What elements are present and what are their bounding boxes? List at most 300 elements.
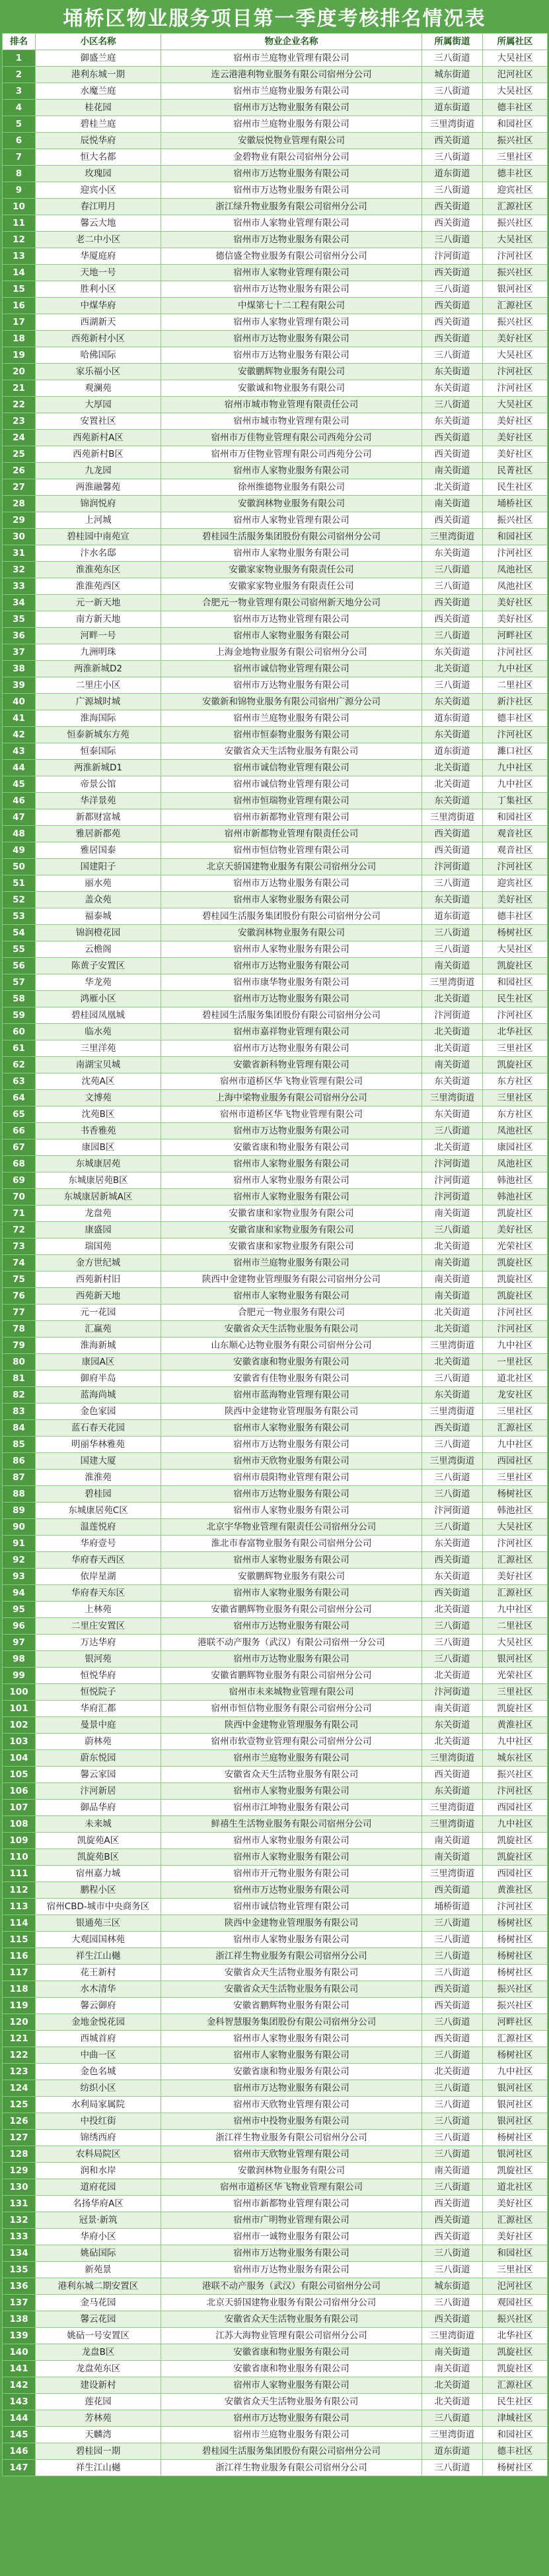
rank-cell: 34: [3, 595, 36, 611]
community-cell: 西城首府: [36, 2031, 161, 2047]
table-row: [3, 1833, 548, 1849]
neighborhood-cell: 和园社区: [483, 529, 548, 545]
table-row: [3, 479, 548, 496]
street-cell: 三里湾街道: [422, 1816, 483, 1833]
neighborhood-cell: 汴河社区: [483, 545, 548, 562]
street-cell: 三八街道: [422, 1932, 483, 1948]
company-cell: 安徽省新科物业管理有限公司: [161, 1057, 422, 1073]
company-cell: 宿州市康华物业服务有限公司: [161, 974, 422, 991]
neighborhood-cell: 汴河社区: [483, 1783, 548, 1800]
company-cell: 宿州市人家物业服务有限公司: [161, 1932, 422, 1948]
community-cell: 龙盘B区: [36, 2344, 161, 2361]
community-cell: 淮海国际: [36, 710, 161, 727]
rank-cell: 57: [3, 974, 36, 991]
table-row: [3, 1139, 548, 1156]
street-cell: 北关街道: [422, 1305, 483, 1321]
community-cell: 华府壹号: [36, 1536, 161, 1552]
neighborhood-cell: 振兴社区: [483, 512, 548, 529]
street-cell: 南关街道: [422, 463, 483, 479]
street-cell: 西关街道: [422, 314, 483, 331]
neighborhood-cell: 道北社区: [483, 1371, 548, 1387]
neighborhood-cell: 汇源社区: [483, 1420, 548, 1437]
rank-cell: 75: [3, 1271, 36, 1288]
company-cell: 安徽省众天生活物业服务有限公司: [161, 2394, 422, 2410]
street-cell: 三八街道: [422, 2047, 483, 2064]
community-cell: 银河苑: [36, 1651, 161, 1668]
company-cell: 安徽润林物业服务有限公司: [161, 925, 422, 941]
community-cell: 名扬华府A区: [36, 2196, 161, 2212]
rank-cell: 20: [3, 364, 36, 380]
community-cell: 上河城: [36, 512, 161, 529]
street-cell: 三八街道: [422, 1222, 483, 1238]
table-row: [3, 1750, 548, 1767]
neighborhood-cell: 光荣社区: [483, 1238, 548, 1255]
company-cell: 宿州市万达物业服务有限公司: [161, 331, 422, 347]
page-title: 埇桥区物业服务项目第一季度考核排名情况表: [63, 7, 486, 30]
company-cell: 宿州市万达物业服务有限公司: [161, 1882, 422, 1899]
table-row: [3, 265, 548, 281]
table-row: [3, 1123, 548, 1139]
company-cell: 宿州市诚信物业管理有限公司: [161, 1899, 422, 1915]
table-row: [3, 2014, 548, 2031]
rank-cell: 46: [3, 793, 36, 809]
table-row: [3, 2047, 548, 2064]
rank-cell: 134: [3, 2245, 36, 2262]
table-row: [3, 1965, 548, 1981]
neighborhood-cell: 三里社区: [483, 1684, 548, 1701]
community-cell: 万达华府: [36, 1635, 161, 1651]
neighborhood-cell: 汴河社区: [483, 727, 548, 743]
rank-cell: 125: [3, 2097, 36, 2113]
neighborhood-cell: 杨树社区: [483, 1932, 548, 1948]
table-body: [3, 50, 548, 2476]
neighborhood-cell: 道北社区: [483, 2179, 548, 2196]
company-cell: 江苏大海物业管理有限公司宿州分公司: [161, 2328, 422, 2344]
neighborhood-cell: 银河社区: [483, 1651, 548, 1668]
neighborhood-cell: 杨树社区: [483, 1948, 548, 1965]
rank-cell: 140: [3, 2344, 36, 2361]
table-row: [3, 1453, 548, 1470]
rank-cell: 73: [3, 1238, 36, 1255]
company-cell: 碧桂园生活服务集团股份有限公司宿州分公司: [161, 908, 422, 925]
street-cell: 三八街道: [422, 2014, 483, 2031]
company-cell: 合肥元一物业管理有限公司宿州新天地分公司: [161, 595, 422, 611]
table-row: [3, 1271, 548, 1288]
community-cell: 新都财富城: [36, 809, 161, 826]
rank-cell: 65: [3, 1106, 36, 1123]
table-row: [3, 199, 548, 215]
rank-cell: 127: [3, 2130, 36, 2146]
neighborhood-cell: 三里社区: [483, 2262, 548, 2278]
rank-cell: 66: [3, 1123, 36, 1139]
neighborhood-cell: 黄淮社区: [483, 1717, 548, 1734]
community-cell: 鸿雁小区: [36, 991, 161, 1007]
community-cell: 汴河新居: [36, 1783, 161, 1800]
company-cell: 宿州市新都物业管理有限责任公司: [161, 826, 422, 842]
street-cell: 南关街道: [422, 1849, 483, 1866]
community-cell: 金色名城: [36, 2064, 161, 2080]
rank-cell: 55: [3, 941, 36, 958]
table-row: [3, 1288, 548, 1305]
rank-cell: 118: [3, 1981, 36, 1998]
neighborhood-cell: 凯旋社区: [483, 1271, 548, 1288]
street-cell: 三八街道: [422, 941, 483, 958]
company-cell: 金碧物业有限公司宿州分公司: [161, 149, 422, 166]
street-cell: 东关街道: [422, 694, 483, 710]
company-cell: 宿州市兰庭物业服务有限公司: [161, 2427, 422, 2443]
neighborhood-cell: 美好社区: [483, 1569, 548, 1585]
table-row: [3, 1998, 548, 2014]
company-cell: 宿州市万达物业服务有限公司: [161, 281, 422, 298]
street-cell: 东关街道: [422, 1569, 483, 1585]
company-cell: 宿州市人家物业服务有限公司: [161, 545, 422, 562]
rank-cell: 5: [3, 116, 36, 133]
street-cell: 南关街道: [422, 1057, 483, 1073]
community-cell: 碧桂园一期: [36, 2443, 161, 2460]
community-cell: 家乐福小区: [36, 364, 161, 380]
street-cell: 北关街道: [422, 1139, 483, 1156]
table-row: [3, 595, 548, 611]
neighborhood-cell: 濉口社区: [483, 743, 548, 760]
table-row: [3, 364, 548, 380]
rank-cell: 85: [3, 1437, 36, 1453]
community-cell: 碧桂园中南苑宣: [36, 529, 161, 545]
table-row: [3, 2113, 548, 2130]
community-cell: 祥生江山樾: [36, 1948, 161, 1965]
neighborhood-cell: 龙安社区: [483, 1387, 548, 1404]
neighborhood-cell: 振兴社区: [483, 314, 548, 331]
rank-cell: 100: [3, 1684, 36, 1701]
street-cell: 道东街道: [422, 100, 483, 116]
street-cell: 东关街道: [422, 413, 483, 430]
street-cell: 北关街道: [422, 479, 483, 496]
neighborhood-cell: 大吴社区: [483, 1519, 548, 1536]
community-cell: 恒泰国际: [36, 743, 161, 760]
community-cell: 九洲明珠: [36, 644, 161, 661]
street-cell: 三八街道: [422, 2130, 483, 2146]
community-cell: 中投红街: [36, 2113, 161, 2130]
rank-cell: 40: [3, 694, 36, 710]
neighborhood-cell: 美好社区: [483, 413, 548, 430]
rank-cell: 106: [3, 1783, 36, 1800]
neighborhood-cell: 九中社区: [483, 776, 548, 793]
rank-cell: 107: [3, 1800, 36, 1816]
rank-cell: 42: [3, 727, 36, 743]
street-cell: 三八街道: [422, 2245, 483, 2262]
neighborhood-cell: 九中社区: [483, 760, 548, 776]
table-row: [3, 2262, 548, 2278]
rank-cell: 143: [3, 2394, 36, 2410]
company-cell: 安徽省康和家物业服务有限公司: [161, 1205, 422, 1222]
rank-cell: 90: [3, 1519, 36, 1536]
company-cell: 宿州市人家物业服务有限公司: [161, 1189, 422, 1205]
table-row: [3, 298, 548, 314]
table-row: [3, 743, 548, 760]
table-row: [3, 694, 548, 710]
community-cell: 淮海新城: [36, 1338, 161, 1354]
company-cell: 宿州市城市物业管理有限公司: [161, 413, 422, 430]
neighborhood-cell: 杨树社区: [483, 2130, 548, 2146]
neighborhood-cell: 九中社区: [483, 2064, 548, 2080]
company-cell: 宿州市人家物业服务有限公司: [161, 2047, 422, 2064]
rank-cell: 120: [3, 2014, 36, 2031]
community-cell: 农科局院区: [36, 2146, 161, 2163]
company-cell: 宿州市开元物业服务有限公司: [161, 1866, 422, 1882]
community-cell: 观澜苑: [36, 380, 161, 397]
header-neighborhood: 所属社区: [483, 34, 548, 50]
neighborhood-cell: 美好社区: [483, 611, 548, 628]
rank-cell: 43: [3, 743, 36, 760]
community-cell: 元一花园: [36, 1305, 161, 1321]
company-cell: 宿州市兰庭物业服务有限公司: [161, 83, 422, 100]
neighborhood-cell: 大吴社区: [483, 1635, 548, 1651]
rank-cell: 111: [3, 1866, 36, 1882]
neighborhood-cell: 埇桥社区: [483, 496, 548, 512]
table-row: [3, 1172, 548, 1189]
neighborhood-cell: 美好社区: [483, 1222, 548, 1238]
table-row: [3, 2443, 548, 2460]
table-row: [3, 2427, 548, 2443]
community-cell: 碧桂园凤凰城: [36, 1007, 161, 1024]
rank-cell: 72: [3, 1222, 36, 1238]
street-cell: 北关街道: [422, 2394, 483, 2410]
rank-cell: 138: [3, 2311, 36, 2328]
table-row: [3, 1090, 548, 1106]
street-cell: 汴河街道: [422, 248, 483, 265]
company-cell: 安徽省康和物业服务有限公司: [161, 2064, 422, 2080]
street-cell: 三八街道: [422, 2262, 483, 2278]
table-row: [3, 1205, 548, 1222]
rank-cell: 130: [3, 2179, 36, 2196]
table-header-row: [3, 34, 548, 50]
neighborhood-cell: 凤池社区: [483, 562, 548, 578]
table-row: [3, 100, 548, 116]
neighborhood-cell: 银河社区: [483, 2146, 548, 2163]
street-cell: 三八街道: [422, 1948, 483, 1965]
company-cell: 宿州市兰庭物业服务有限公司: [161, 1750, 422, 1767]
neighborhood-cell: 杨树社区: [483, 1486, 548, 1503]
street-cell: 三八街道: [422, 2460, 483, 2476]
street-cell: 三八街道: [422, 232, 483, 248]
neighborhood-cell: 二里社区: [483, 677, 548, 694]
street-cell: 北关街道: [422, 1321, 483, 1338]
street-cell: 南关街道: [422, 2163, 483, 2179]
street-cell: 西关街道: [422, 446, 483, 463]
table-row: [3, 859, 548, 875]
rank-cell: 77: [3, 1305, 36, 1321]
neighborhood-cell: 新汴社区: [483, 694, 548, 710]
table-row: [3, 1948, 548, 1965]
neighborhood-cell: 美好社区: [483, 892, 548, 908]
community-cell: 大观园国林苑: [36, 1932, 161, 1948]
table-row: [3, 529, 548, 545]
community-cell: 春江明月: [36, 199, 161, 215]
neighborhood-cell: 韩池社区: [483, 1189, 548, 1205]
company-cell: 安徽润林物业服务有限公司: [161, 496, 422, 512]
company-cell: 宿州市人家物业服务有限公司: [161, 2377, 422, 2394]
company-cell: 安徽省众天生活物业服务有限公司: [161, 2311, 422, 2328]
neighborhood-cell: 凤池社区: [483, 1123, 548, 1139]
street-cell: 东关街道: [422, 380, 483, 397]
street-cell: 南关街道: [422, 1833, 483, 1849]
company-cell: 宿州市人家物业管理有限公司: [161, 265, 422, 281]
rank-cell: 25: [3, 446, 36, 463]
company-cell: 上海金地物业服务有限公司宿州分公司: [161, 644, 422, 661]
table-row: [3, 2245, 548, 2262]
company-cell: 北京天骄国建物业服务有限公司宿州分公司: [161, 859, 422, 875]
community-cell: 华府汇都: [36, 1701, 161, 1717]
street-cell: 南关街道: [422, 1701, 483, 1717]
street-cell: 三八街道: [422, 925, 483, 941]
rank-cell: 82: [3, 1387, 36, 1404]
community-cell: 水利局家属院: [36, 2097, 161, 2113]
street-cell: 西关街道: [422, 595, 483, 611]
rank-cell: 122: [3, 2047, 36, 2064]
neighborhood-cell: 东方社区: [483, 1073, 548, 1090]
table-row: [3, 2377, 548, 2394]
street-cell: 北关街道: [422, 1040, 483, 1057]
community-cell: 馨云大地: [36, 215, 161, 232]
street-cell: 三八街道: [422, 1635, 483, 1651]
table-row: [3, 2295, 548, 2311]
neighborhood-cell: 民生社区: [483, 2394, 548, 2410]
rank-cell: 115: [3, 1932, 36, 1948]
neighborhood-cell: 河畔社区: [483, 2014, 548, 2031]
community-cell: 辰悦华府: [36, 133, 161, 149]
rank-cell: 97: [3, 1635, 36, 1651]
community-cell: 华府春天西区: [36, 1552, 161, 1569]
community-cell: 帝景公馆: [36, 776, 161, 793]
community-cell: 汴水名邸: [36, 545, 161, 562]
street-cell: 汴河街道: [422, 1156, 483, 1172]
community-cell: 书香雅苑: [36, 1123, 161, 1139]
table-row: [3, 991, 548, 1007]
community-cell: 未来城: [36, 1816, 161, 1833]
street-cell: 南关街道: [422, 1205, 483, 1222]
neighborhood-cell: 西园社区: [483, 1866, 548, 1882]
company-cell: 宿州市万达物业服务有限公司: [161, 347, 422, 364]
table-row: [3, 2179, 548, 2196]
table-row: [3, 1024, 548, 1040]
rank-cell: 49: [3, 842, 36, 859]
company-cell: 宿州市万佳物业管理有限公司西苑分公司: [161, 430, 422, 446]
street-cell: 东关街道: [422, 644, 483, 661]
table-row: [3, 1189, 548, 1205]
table-row: [3, 2163, 548, 2179]
company-cell: 安徽省康和物业服务有限公司: [161, 2361, 422, 2377]
neighborhood-cell: 九中社区: [483, 1816, 548, 1833]
table-row: [3, 1635, 548, 1651]
community-cell: 瑞国苑: [36, 1238, 161, 1255]
table-row: [3, 941, 548, 958]
community-cell: 玫瑰园: [36, 166, 161, 182]
street-cell: 东关街道: [422, 545, 483, 562]
company-cell: 安徽省众天生活物业服务有限公司: [161, 743, 422, 760]
street-cell: 西关街道: [422, 215, 483, 232]
company-cell: 鲜禧生生活物业服务有限公司宿州分公司: [161, 1816, 422, 1833]
table-row: [3, 1305, 548, 1321]
community-cell: 莲花园: [36, 2394, 161, 2410]
community-cell: 福泰城: [36, 908, 161, 925]
table-row: [3, 2460, 548, 2476]
rank-cell: 35: [3, 611, 36, 628]
table-row: [3, 232, 548, 248]
rank-cell: 22: [3, 397, 36, 413]
community-cell: 文博苑: [36, 1090, 161, 1106]
rank-cell: 133: [3, 2229, 36, 2245]
rank-cell: 58: [3, 991, 36, 1007]
table-row: [3, 1932, 548, 1948]
table-row: [3, 2229, 548, 2245]
neighborhood-cell: 汴河社区: [483, 364, 548, 380]
company-cell: 宿州市恒信物业服务有限公司宿州分公司: [161, 1701, 422, 1717]
table-row: [3, 2196, 548, 2212]
company-cell: 宿州市道桥区华飞物业管理有限公司: [161, 1106, 422, 1123]
rank-cell: 146: [3, 2443, 36, 2460]
rank-cell: 52: [3, 892, 36, 908]
rank-cell: 14: [3, 265, 36, 281]
header-street: 所属街道: [422, 34, 483, 50]
neighborhood-cell: 凯旋社区: [483, 1205, 548, 1222]
neighborhood-cell: 和园社区: [483, 116, 548, 133]
rank-cell: 147: [3, 2460, 36, 2476]
rank-cell: 36: [3, 628, 36, 644]
street-cell: 汴河街道: [422, 1172, 483, 1189]
rank-cell: 102: [3, 1717, 36, 1734]
community-cell: 港利东城一期: [36, 67, 161, 83]
table-row: [3, 2278, 548, 2295]
table-row: [3, 166, 548, 182]
street-cell: 汴河街道: [422, 1007, 483, 1024]
community-cell: 东城康居苑B区: [36, 1172, 161, 1189]
table-row: [3, 1338, 548, 1354]
table-row: [3, 710, 548, 727]
company-cell: 安徽润林物业服务有限公司: [161, 2163, 422, 2179]
neighborhood-cell: 杨树社区: [483, 2047, 548, 2064]
neighborhood-cell: 河畔社区: [483, 628, 548, 644]
neighborhood-cell: 振兴社区: [483, 1998, 548, 2014]
neighborhood-cell: 振兴社区: [483, 1981, 548, 1998]
neighborhood-cell: 德丰社区: [483, 100, 548, 116]
community-cell: 华府小区: [36, 2229, 161, 2245]
community-cell: 两淮融馨苑: [36, 479, 161, 496]
table-row: [3, 908, 548, 925]
rank-cell: 54: [3, 925, 36, 941]
table-row: [3, 1486, 548, 1503]
street-cell: 南关街道: [422, 1288, 483, 1305]
table-row: [3, 215, 548, 232]
neighborhood-cell: 凯旋社区: [483, 1833, 548, 1849]
street-cell: 三里湾街道: [422, 1800, 483, 1816]
community-cell: 水木清华: [36, 1981, 161, 1998]
rank-cell: 123: [3, 2064, 36, 2080]
street-cell: 西关街道: [422, 1552, 483, 1569]
neighborhood-cell: 汇源社区: [483, 1552, 548, 1569]
table-row: [3, 1899, 548, 1915]
neighborhood-cell: 美好社区: [483, 430, 548, 446]
table-row: [3, 1651, 548, 1668]
community-cell: 天麟湾: [36, 2427, 161, 2443]
company-cell: 宿州市一诚物业服务有限公司: [161, 2229, 422, 2245]
street-cell: 北关街道: [422, 2064, 483, 2080]
rank-cell: 95: [3, 1602, 36, 1618]
neighborhood-cell: 民菁社区: [483, 463, 548, 479]
company-cell: 宿州市万达物业服务有限公司: [161, 100, 422, 116]
street-cell: 三八街道: [422, 562, 483, 578]
table-row: [3, 1800, 548, 1816]
street-cell: 三里湾街道: [422, 974, 483, 991]
neighborhood-cell: 三里社区: [483, 1040, 548, 1057]
